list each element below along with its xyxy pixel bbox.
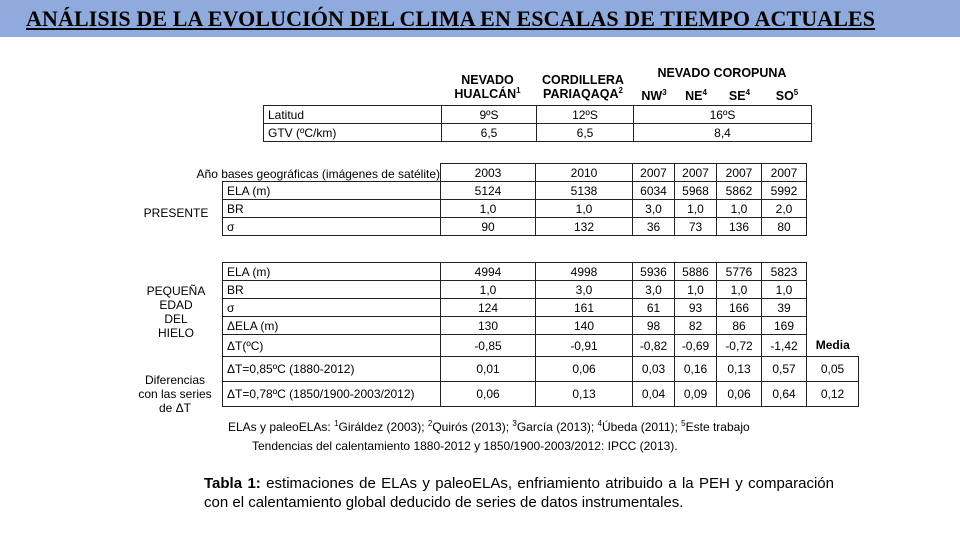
- table-row: σ 124 161 61 93 166 39: [223, 299, 859, 317]
- diferencias-label: Diferencias con las series de ΔT: [138, 373, 212, 415]
- table-caption: Tabla 1: estimaciones de ELAs y paleoELAs, enfriamiento atribuido a la PEH y comparación con el calentamiento global deducido de series de datos instrumentales.: [204, 475, 834, 511]
- table-row: σ 90 132 36 73 136 80: [223, 218, 807, 236]
- footnote-sources: ELAs y paleoELAs: $^1$Giráldez (2003); $^2$Quirós (2013); $^3$García (2013); $^4$Úbeda (2011); $^5$Este trabajo: [228, 419, 750, 434]
- peh-label: PEQUEÑA EDAD DEL HIELO: [146, 284, 206, 340]
- table-row: 2003 2010 2007 2007 2007 2007: [223, 164, 807, 182]
- header-nw: $NW^3$: [641, 87, 667, 103]
- title-bar: [0, 0, 960, 37]
- table-row: BR 1,0 3,0 3,0 1,0 1,0 1,0: [223, 281, 859, 299]
- header-ne: $NE^4$: [685, 87, 707, 103]
- header-so: $SO^5$: [775, 87, 799, 103]
- table-row: GTV (ºC/km) 6,5 6,5 8,4: [264, 124, 812, 142]
- table-row: ΔELA (m) 130 140 98 82 86 169: [223, 317, 859, 335]
- header-hualcan: NEVADO HUALCÁN$^1$: [454, 73, 521, 101]
- table-row: ELA (m) 5124 5138 6034 5968 5862 5992: [223, 182, 807, 200]
- header-se: $SE^4$: [728, 87, 751, 103]
- slide-title: ANÁLISIS DE LA EVOLUCIÓN DEL CLIMA EN ESCALAS DE TIEMPO ACTUALES: [26, 6, 876, 31]
- table-row: ΔT(ºC) -0,85 -0,91 -0,82 -0,69 -0,72 -1,42 Media: [223, 335, 859, 357]
- table-row: ΔT=0,78ºC (1850/1900-2003/2012) 0,06 0,13 0,04 0,09 0,06 0,64 0,12: [223, 382, 859, 407]
- presente-table: [222, 163, 807, 236]
- geo-table: [263, 105, 812, 142]
- table-row: Latitud 9ºS 12ºS 16ºS: [264, 106, 812, 124]
- table-row: ΔT=0,85ºC (1880-2012) 0,01 0,06 0,03 0,16 0,13 0,57 0,05: [223, 357, 859, 382]
- year-label: Año bases geográficas (imágenes de satélite): [196, 167, 440, 181]
- peh-table: [222, 262, 859, 407]
- table-row: ELA (m) 4994 4998 5936 5886 5776 5823: [223, 263, 859, 281]
- presente-label: PRESENTE: [143, 206, 209, 220]
- media-label: Media: [815, 338, 850, 353]
- header-coropuna: NEVADO COROPUNA: [657, 66, 787, 80]
- table-row: BR 1,0 1,0 3,0 1,0 1,0 2,0: [223, 200, 807, 218]
- footnote-ipcc: Tendencias del calentamiento 1880-2012 y 1850/1900-2003/2012: IPCC (2013).: [252, 439, 678, 453]
- header-pariaqaqa: CORDILLERA PARIAQAQA$^2$: [542, 73, 624, 101]
